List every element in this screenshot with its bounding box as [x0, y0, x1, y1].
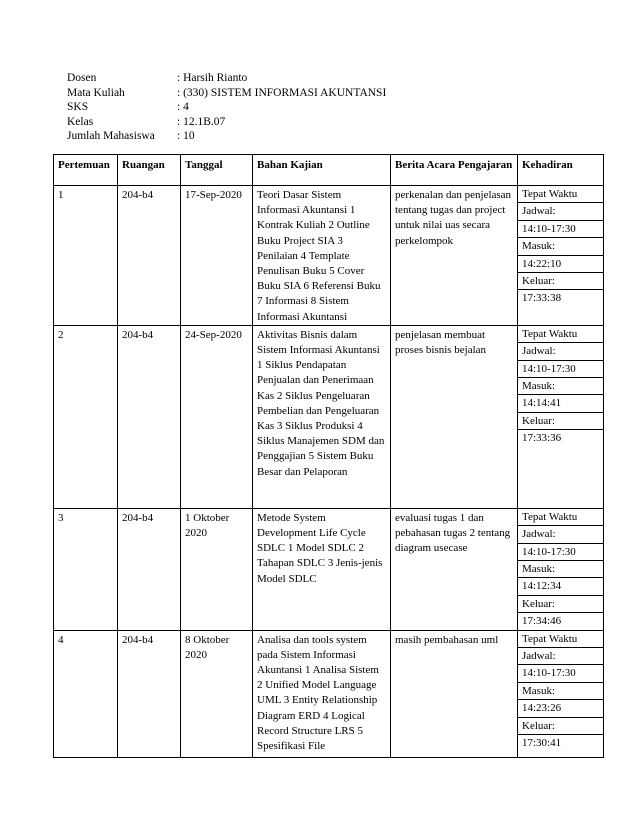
attendance-in-time: 14:12:34: [518, 578, 603, 595]
info-label: Jumlah Mahasiswa: [67, 130, 155, 143]
info-row-dosen: [67, 71, 386, 86]
cell-pertemuan: 2: [54, 325, 118, 508]
cell-berita-acara: perkenalan dan penjelasan tentang tugas dan project untuk nilai uas secara perkelompok: [391, 186, 518, 326]
attendance-status: Tepat Waktu: [518, 186, 603, 203]
attendance-schedule-label: Jadwal:: [518, 648, 603, 665]
cell-tanggal: 24-Sep-2020: [181, 325, 253, 508]
attendance-out-label: Keluar:: [518, 273, 603, 290]
info-row-sks: [67, 100, 386, 115]
attendance-status: Tepat Waktu: [518, 326, 603, 343]
info-value: : Harsih Rianto: [177, 72, 248, 84]
cell-pertemuan: 3: [54, 508, 118, 630]
cell-bahan-kajian: Analisa dan tools system pada Sistem Informasi Akuntansi 1 Analisa Sistem 2 Unified Model Language UML 3 Entity Relationship Diagram ERD 4 Logical Record Structure LRS 5 Spesifikasi File: [253, 630, 391, 757]
attendance-in-time: 14:23:26: [518, 700, 603, 717]
attendance-schedule-label: Jadwal:: [518, 343, 603, 360]
cell-bahan-kajian: Metode System Development Life Cycle SDLC 1 Model SDLC 2 Tahapan SDLC 3 Jenis-jenis Model SDLC: [253, 508, 391, 630]
attendance-in-time: 14:22:10: [518, 256, 603, 273]
cell-bahan-kajian: Aktivitas Bisnis dalam Sistem Informasi Akuntansi 1 Siklus Pendapatan Penjualan dan Penerimaan Kas 2 Siklus Pengeluaran Pembelian dan Pengeluaran Kas 3 Siklus Produksi 4 Siklus Manajemen SDM dan Penggajian 5 Sistem Buku Besar dan Pelaporan: [253, 325, 391, 508]
table-row: [54, 325, 604, 508]
attendance-schedule: 14:10-17:30: [518, 221, 603, 238]
attendance-in-label: Masuk:: [518, 561, 603, 578]
attendance-schedule-label: Jadwal:: [518, 203, 603, 220]
attendance-schedule: 14:10-17:30: [518, 665, 603, 682]
cell-kehadiran: [518, 186, 604, 326]
cell-ruangan: 204-b4: [118, 186, 181, 326]
attendance-schedule: 14:10-17:30: [518, 361, 603, 378]
cell-kehadiran: [518, 508, 604, 630]
attendance-in-label: Masuk:: [518, 378, 603, 395]
cell-tanggal: 17-Sep-2020: [181, 186, 253, 326]
cell-kehadiran: [518, 325, 604, 508]
attendance-out-time: 17:33:36: [522, 432, 562, 445]
info-label: Dosen: [67, 72, 97, 84]
cell-kehadiran: [518, 630, 604, 757]
attendance-status: Tepat Waktu: [518, 631, 603, 648]
attendance-in-time: 14:14:41: [518, 395, 603, 412]
teaching-log-table: [53, 154, 604, 758]
attendance-schedule-label: Jadwal:: [518, 526, 603, 543]
attendance-out-label: Keluar:: [518, 413, 603, 430]
info-value: : 4: [177, 101, 189, 114]
info-row-kelas: [67, 115, 386, 130]
attendance-out-time: 17:30:41: [522, 736, 562, 749]
info-row-mata-kuliah: [67, 86, 386, 101]
column-header: Bahan Kajian: [253, 155, 391, 186]
table-row: [54, 186, 604, 326]
info-label: SKS: [67, 101, 89, 114]
column-header: Kehadiran: [518, 155, 604, 186]
cell-tanggal: 8 Oktober 2020: [181, 630, 253, 757]
attendance-out-label: Keluar:: [518, 596, 603, 613]
attendance-in-label: Masuk:: [518, 238, 603, 255]
info-label: Kelas: [67, 115, 94, 128]
table-row: [54, 508, 604, 630]
info-value: : 10: [177, 130, 195, 143]
attendance-status: Tepat Waktu: [518, 509, 603, 526]
cell-ruangan: 204-b4: [118, 630, 181, 757]
table-header-row: [54, 155, 604, 186]
cell-ruangan: 204-b4: [118, 325, 181, 508]
cell-pertemuan: 1: [54, 186, 118, 326]
attendance-out-time: 17:33:38: [522, 292, 562, 305]
cell-ruangan: 204-b4: [118, 508, 181, 630]
info-value: : (330) SISTEM INFORMASI AKUNTANSI: [177, 86, 387, 99]
attendance-out-label: Keluar:: [518, 718, 603, 735]
column-header: Berita Acara Pengajaran: [391, 155, 518, 186]
course-info: [67, 71, 386, 144]
cell-berita-acara: evaluasi tugas 1 dan pebahasan tugas 2 tentang diagram usecase: [391, 508, 518, 630]
info-row-jumlah-mahasiswa: [67, 129, 386, 144]
attendance-out-time: 17:34:46: [522, 615, 562, 628]
cell-berita-acara: masih pembahasan uml: [391, 630, 518, 757]
attendance-schedule: 14:10-17:30: [518, 544, 603, 561]
column-header: Ruangan: [118, 155, 181, 186]
info-label: Mata Kuliah: [67, 86, 125, 99]
table-row: [54, 630, 604, 757]
cell-bahan-kajian: Teori Dasar Sistem Informasi Akuntansi 1 Kontrak Kuliah 2 Outline Buku Project SIA 3 Penilaian 4 Template Penulisan Buku 5 Cover Buku SIA 6 Referensi Buku 7 Informasi 8 Sistem Informasi Akuntansi: [253, 186, 391, 326]
column-header: Pertemuan: [54, 155, 118, 186]
attendance-in-label: Masuk:: [518, 683, 603, 700]
cell-berita-acara: penjelasan membuat proses bisnis bejalan: [391, 325, 518, 508]
info-value: : 12.1B.07: [177, 115, 226, 128]
cell-pertemuan: 4: [54, 630, 118, 757]
cell-tanggal: 1 Oktober 2020: [181, 508, 253, 630]
column-header: Tanggal: [181, 155, 253, 186]
